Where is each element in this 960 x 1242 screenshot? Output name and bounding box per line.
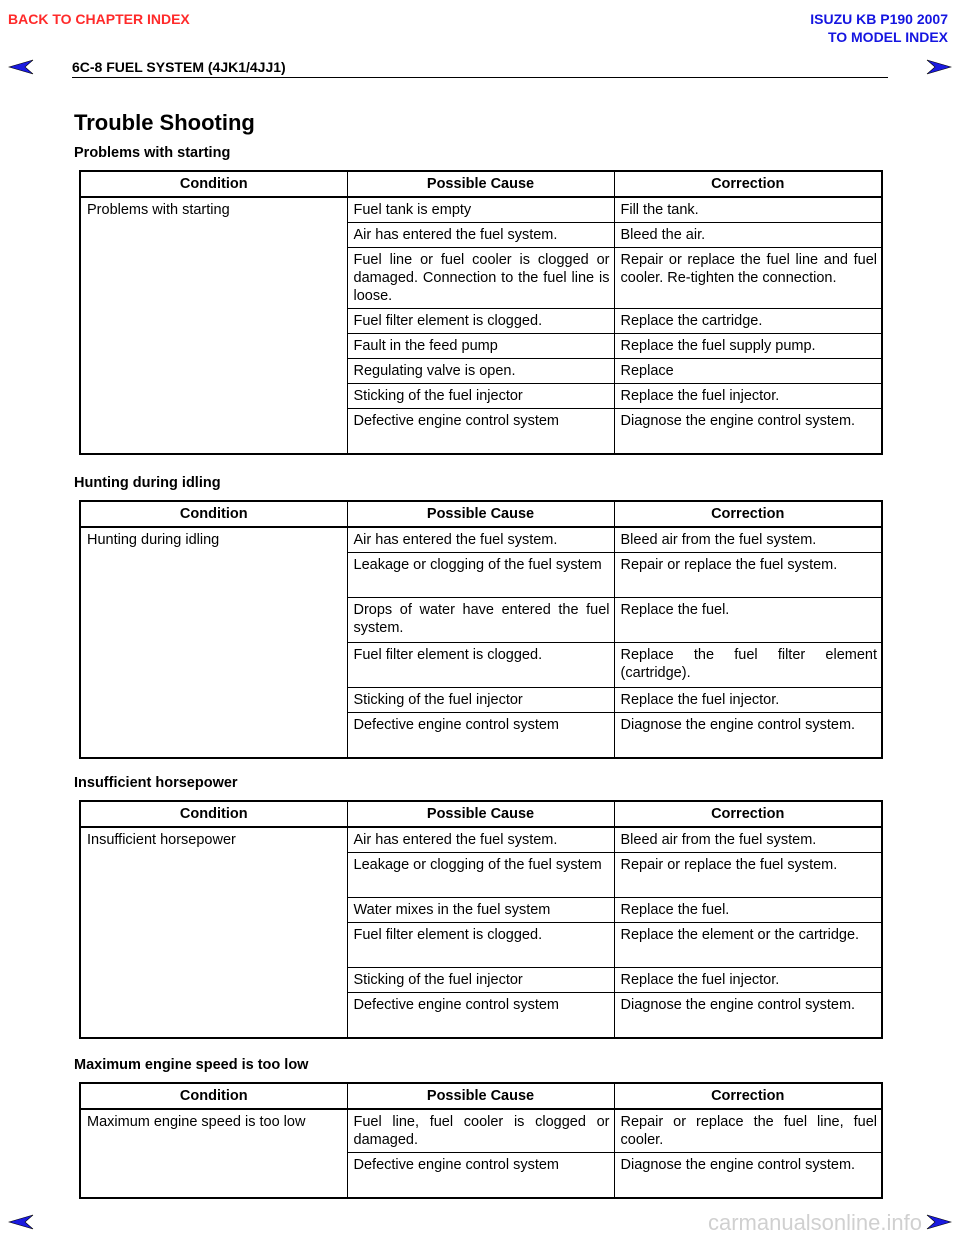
correction-cell: Diagnose the engine control system. (614, 993, 882, 1039)
header-possible-cause: Possible Cause (347, 1083, 614, 1109)
cause-cell: Air has entered the fuel system. (347, 223, 614, 248)
cause-cell: Fuel filter element is clogged. (347, 923, 614, 968)
table-header-row (80, 1083, 882, 1109)
correction-cell: Replace (614, 359, 882, 384)
condition-cell: Maximum engine speed is too low (80, 1109, 347, 1198)
prev-page-arrow-icon[interactable] (8, 1213, 34, 1231)
cause-cell: Drops of water have entered the fuel system. (347, 598, 614, 643)
cause-cell: Fuel filter element is clogged. (347, 643, 614, 688)
header-possible-cause: Possible Cause (347, 501, 614, 527)
header-possible-cause: Possible Cause (347, 801, 614, 827)
next-page-arrow-icon[interactable] (926, 1213, 952, 1231)
table-problems-with-starting (79, 170, 883, 455)
header-correction: Correction (614, 1083, 882, 1109)
correction-cell: Repair or replace the fuel line and fuel cooler. Re-tighten the connection. (614, 248, 882, 309)
cause-cell: Defective engine control system (347, 993, 614, 1039)
correction-cell: Bleed the air. (614, 223, 882, 248)
cause-cell: Fault in the feed pump (347, 334, 614, 359)
table-row (80, 1109, 882, 1153)
header-correction: Correction (614, 171, 882, 197)
condition-cell: Insufficient horsepower (80, 827, 347, 1038)
cause-cell: Water mixes in the fuel system (347, 898, 614, 923)
table-hunting-during-idling (79, 500, 883, 759)
correction-cell: Diagnose the engine control system. (614, 1153, 882, 1199)
back-to-chapter-index-link[interactable]: BACK TO CHAPTER INDEX (8, 11, 190, 27)
header-condition: Condition (80, 1083, 347, 1109)
cause-cell: Air has entered the fuel system. (347, 527, 614, 553)
section-title-maximum-engine-speed: Maximum engine speed is too low (74, 1057, 309, 1073)
table-header-row (80, 171, 882, 197)
cause-cell: Fuel line or fuel cooler is clogged or damaged. Connection to the fuel line is loose. (347, 248, 614, 309)
cause-cell: Air has entered the fuel system. (347, 827, 614, 853)
table-header-row (80, 801, 882, 827)
cause-cell: Leakage or clogging of the fuel system (347, 853, 614, 898)
correction-cell: Fill the tank. (614, 197, 882, 223)
correction-cell: Repair or replace the fuel system. (614, 853, 882, 898)
table-row (80, 527, 882, 553)
section-title-insufficient-horsepower: Insufficient horsepower (74, 775, 238, 791)
cause-cell: Fuel filter element is clogged. (347, 309, 614, 334)
cause-cell: Defective engine control system (347, 409, 614, 455)
cause-cell: Regulating valve is open. (347, 359, 614, 384)
correction-cell: Bleed air from the fuel system. (614, 827, 882, 853)
cause-cell: Leakage or clogging of the fuel system (347, 553, 614, 598)
cause-cell: Defective engine control system (347, 1153, 614, 1199)
page-header-title: 6C-8 FUEL SYSTEM (4JK1/4JJ1) (72, 59, 286, 75)
condition-cell: Hunting during idling (80, 527, 347, 758)
table-row (80, 827, 882, 853)
header-correction: Correction (614, 801, 882, 827)
cause-cell: Defective engine control system (347, 713, 614, 759)
correction-cell: Bleed air from the fuel system. (614, 527, 882, 553)
cause-cell: Fuel tank is empty (347, 197, 614, 223)
condition-cell: Problems with starting (80, 197, 347, 454)
correction-cell: Replace the fuel. (614, 598, 882, 643)
correction-cell: Replace the cartridge. (614, 309, 882, 334)
section-title-problems-with-starting: Problems with starting (74, 145, 231, 161)
header-condition: Condition (80, 171, 347, 197)
correction-cell: Replace the fuel injector. (614, 688, 882, 713)
correction-cell: Replace the element or the cartridge. (614, 923, 882, 968)
header-condition: Condition (80, 801, 347, 827)
header-rule (72, 77, 888, 78)
table-insufficient-horsepower (79, 800, 883, 1039)
cause-cell: Sticking of the fuel injector (347, 384, 614, 409)
correction-cell: Replace the fuel injector. (614, 968, 882, 993)
prev-page-arrow-icon[interactable] (8, 58, 34, 76)
header-condition: Condition (80, 501, 347, 527)
correction-cell: Replace the fuel filter element (cartridge). (614, 643, 882, 688)
next-page-arrow-icon[interactable] (926, 58, 952, 76)
model-title-link[interactable]: ISUZU KB P190 2007 (810, 11, 948, 27)
page-title: Trouble Shooting (74, 110, 255, 135)
table-row (80, 197, 882, 223)
correction-cell: Repair or replace the fuel line, fuel cooler. (614, 1109, 882, 1153)
cause-cell: Fuel line, fuel cooler is clogged or damaged. (347, 1109, 614, 1153)
header-possible-cause: Possible Cause (347, 171, 614, 197)
correction-cell: Diagnose the engine control system. (614, 713, 882, 759)
header-correction: Correction (614, 501, 882, 527)
table-header-row (80, 501, 882, 527)
correction-cell: Repair or replace the fuel system. (614, 553, 882, 598)
correction-cell: Replace the fuel injector. (614, 384, 882, 409)
correction-cell: Replace the fuel supply pump. (614, 334, 882, 359)
correction-cell: Replace the fuel. (614, 898, 882, 923)
watermark: carmanualsonline.info (707, 1210, 922, 1235)
correction-cell: Diagnose the engine control system. (614, 409, 882, 455)
section-title-hunting-during-idling: Hunting during idling (74, 475, 221, 491)
cause-cell: Sticking of the fuel injector (347, 688, 614, 713)
to-model-index-link[interactable]: TO MODEL INDEX (827, 29, 948, 45)
cause-cell: Sticking of the fuel injector (347, 968, 614, 993)
table-maximum-engine-speed (79, 1082, 883, 1199)
